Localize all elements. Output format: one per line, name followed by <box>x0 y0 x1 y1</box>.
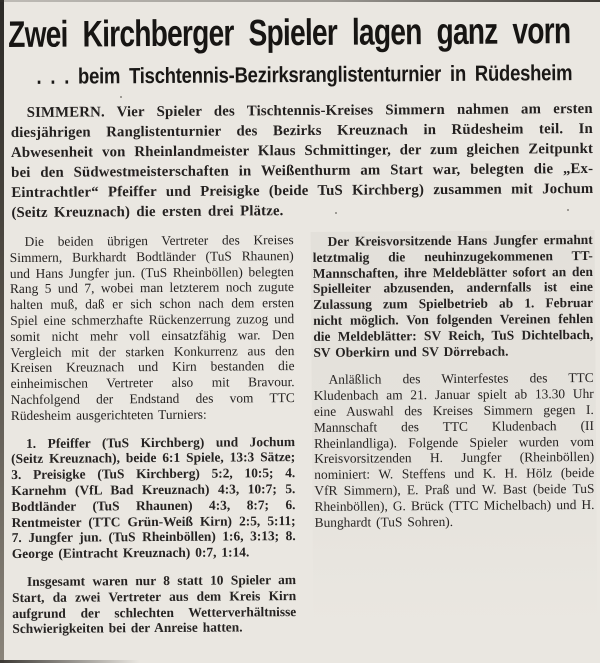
column-container <box>10 230 599 649</box>
subtitle-text: . . . beim Tischtennis-Bezirksranglistenturnier in Rüdesheim <box>36 59 573 89</box>
scan-speckle <box>567 209 569 211</box>
scan-edge-top <box>0 0 600 2</box>
left-paragraph-overview: Die beiden übrigen Vertreter des Kreises Simmern, Burkhardt Bodtländer (TuS Rhaunen) und Hans Jungfer jun. (TuS Rheinböllen) belegten Rang 5 und 7, wobei man letzterem noch zugute halten muß, daß er sich schon nach dem ersten Spiel eine schmerzhafte Rückenzerrung zuzog und somit nicht mehr voll einsatzfähig war. Den Vergleich mit der starken Konkurrenz aus den Kreisen Kreuznach und Kirn bestanden die einheimischen Vertreter also mit Bravour. Nachfolgend der Endstand des vom TTC Rüdesheim ausgerichteten Turniers: <box>9 232 295 423</box>
right-paragraph-notice: Der Kreisvorsitzende Hans Jungfer ermahnt letztmalig die neuhinzugekommenen TT-Mannschaften, ihre Meldeblätter sofort an den Spielleiter abzusenden, andernfalls ist eine Zulassung zum Spielbetrieb ab 1. Februar nicht möglich. Von folgenden Vereinen fehlen die Meldeblätter: SV Reich, TuS Dichtelbach, SV Oberkirn und SV Dörrebach. <box>312 232 594 360</box>
left-column <box>10 232 297 649</box>
lead-paragraph: SIMMERN. Vier Spieler des Tischtennis-Kreises Simmern nahmen am ersten diesjährigen Ranglistenturnier des Bezirks Kreuznach in Rüdesheim teil. In Abwesenheit von Rheinlandmeister Klaus Schmittinger, der zum gleichen Zeitpunkt bei den Südwestmeisterschaften in Weißenthurm am Start war, belegten die „Ex-Eintrachtler“ Pfeiffer und Preisigke (beide TuS Kirchberg) zusammen mit Jochum (Seitz Kreuznach) die ersten drei Plätze. <box>10 100 594 222</box>
tournament-results-paragraph: 1. Pfeiffer (TuS Kirchberg) und Jochum (Seitz Kreuznach), beide 6:1 Spiele, 13:3 Sätze; 3. Preisigke (TuS Kirchberg) 5:2, 10:5; 4. Karnehm (VfL Bad Kreuznach) 4:3, 10:7; 5. Bodtländer (TuS Rhaunen) 4:3, 8:7; 6. Rentmeister (TTC Grün-Weiß Kirn) 2:5, 5:11; 7. Jungfer jun. (TuS Rheinböllen) 1:6, 3:13; 8. George (Eintracht Kreuznach) 0:7, 1:14. <box>11 433 296 562</box>
headline <box>8 12 594 55</box>
right-paragraph-winterfest: Anläßlich des Winterfestes des TTC Kludenbach am 21. Januar spielt ab 13.30 Uhr eine Auswahl des Kreises Simmern gegen I. Mannschaft des TTC Kludenbach (II Rheinlandliga). Folgende Spieler wurden vom Kreisvorsitzenden H. Jungfer (Rheinböllen) nominiert: W. Steffens und K. H. Hölz (beide VfR Simmern), E. Praß und W. Bast (beide TuS Rheinböllen), G. Brück (TTC Michelbach) und H. Bunghardt (TuS Sohren). <box>313 370 595 530</box>
article-content <box>8 4 598 649</box>
headline-text: Zwei Kirchberger Spieler lagen ganz vorn <box>8 10 571 56</box>
scan-edge-left <box>0 0 4 663</box>
subtitle <box>36 61 594 89</box>
right-column <box>311 230 598 647</box>
left-paragraph-attendance: Insgesamt waren nur 8 statt 10 Spieler am Start, da zwei Vertreter aus dem Kreis Kirn aufgrund der schlechten Wetterverhältnisse Schwierigkeiten bei der Anreise hatten. <box>12 572 297 637</box>
scan-speckle <box>335 212 337 214</box>
scan-speckle <box>120 96 122 98</box>
